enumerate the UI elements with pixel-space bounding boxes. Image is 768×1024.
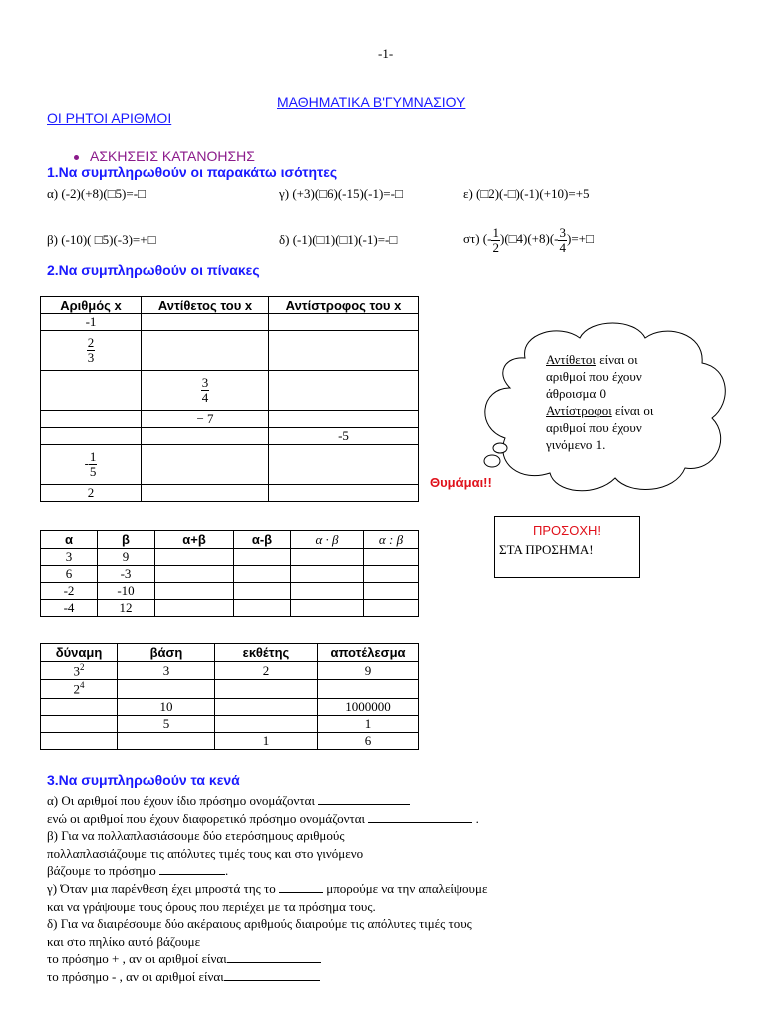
table-cell[interactable] xyxy=(269,485,419,502)
table-cell[interactable] xyxy=(41,411,142,428)
attention-text: ΣΤΑ ΠΡΟΣΗΜΑ! xyxy=(499,542,594,557)
table-cell: 10 xyxy=(118,698,215,715)
table-row xyxy=(41,428,419,445)
table-cell: -4 xyxy=(41,600,98,617)
table-row xyxy=(41,314,419,331)
answer-blank[interactable] xyxy=(318,804,410,805)
fraction: $\frac{3}{4}$ xyxy=(559,224,566,255)
attention-title: ΠΡΟΣΟΧΗ! xyxy=(533,523,601,538)
table-header: βάση xyxy=(118,644,215,662)
bullet-dot-icon xyxy=(74,155,79,160)
table-cell[interactable] xyxy=(291,583,364,600)
section2-title: 2.Να συμπληρωθούν οι πίνακες xyxy=(47,262,260,278)
table-cell: -5 xyxy=(269,428,419,445)
table-cell[interactable] xyxy=(118,732,215,749)
table-row xyxy=(41,445,419,485)
section1-title: 1.Να συμπληρωθούν οι παρακάτω ισότητες xyxy=(47,164,338,180)
table-cell[interactable] xyxy=(142,331,269,371)
bullet-item xyxy=(74,148,255,164)
table-cell[interactable] xyxy=(118,680,215,698)
table-cell: -2 xyxy=(41,583,98,600)
table-cell: -1 xyxy=(41,314,142,331)
table-cell[interactable] xyxy=(142,428,269,445)
table-cell[interactable] xyxy=(318,680,419,698)
table-row xyxy=(41,583,419,600)
table-cell[interactable] xyxy=(142,485,269,502)
table-row xyxy=(41,698,419,715)
table-header: α · β xyxy=(291,531,364,549)
table-cell: 3 xyxy=(41,549,98,566)
table-cell[interactable] xyxy=(41,732,118,749)
table-cell[interactable] xyxy=(269,331,419,371)
answer-blank[interactable] xyxy=(224,980,320,981)
table-header: α : β xyxy=(364,531,419,549)
table-header: Αντίθετος του x xyxy=(142,297,269,314)
equation-g: γ) (+3)(□6)(-15)(-1)=-□ xyxy=(279,186,403,201)
table-cell: 9 xyxy=(98,549,155,566)
table-cell[interactable] xyxy=(269,445,419,485)
table-header: α+β xyxy=(155,531,234,549)
equation-st: στ) (- $\frac{1}{2}$ )(□4)(+8)(- $\frac{3}{4}$ )=+□ xyxy=(463,224,594,255)
table-cell[interactable] xyxy=(41,371,142,411)
table-row xyxy=(41,600,419,617)
table-cell: $2^4$ xyxy=(41,680,118,698)
table-cell: 1 xyxy=(215,732,318,749)
table-row xyxy=(41,331,419,371)
answer-blank[interactable] xyxy=(279,892,323,893)
table-cell[interactable] xyxy=(364,566,419,583)
attention-box xyxy=(494,516,640,578)
table-cell[interactable] xyxy=(234,583,291,600)
table-cell[interactable] xyxy=(155,600,234,617)
table-cell[interactable] xyxy=(155,583,234,600)
fraction: $\frac{2}{3}$ xyxy=(87,335,95,365)
table-cell: 5 xyxy=(118,715,215,732)
equation-d: δ) (-1)(□1)(□1)(-1)=-□ xyxy=(279,232,398,247)
table-cell[interactable] xyxy=(234,566,291,583)
table-header: α xyxy=(41,531,98,549)
operations-table xyxy=(40,530,419,617)
table-cell[interactable] xyxy=(215,680,318,698)
table-cell[interactable] xyxy=(234,600,291,617)
fraction: $\frac{3}{4}$ xyxy=(201,375,209,405)
table-cell: -3 xyxy=(98,566,155,583)
table-cell[interactable] xyxy=(41,428,142,445)
table-cell: -10 xyxy=(98,583,155,600)
table-cell[interactable] xyxy=(269,371,419,411)
table-header: α-β xyxy=(234,531,291,549)
bullet-label: ΑΣΚΗΣΕΙΣ ΚΑΤΑΝΟΗΣΗΣ xyxy=(90,148,255,164)
answer-blank[interactable] xyxy=(227,962,321,963)
table-cell: 9 xyxy=(318,662,419,680)
table-row xyxy=(41,549,419,566)
table-cell: 2 xyxy=(215,662,318,680)
table-row xyxy=(41,732,419,749)
table-cell: - $\frac{1}{5}$ xyxy=(41,445,142,485)
table-cell: $3^2$ xyxy=(41,662,118,680)
fraction: $\frac{1}{2}$ xyxy=(492,224,499,255)
table-cell[interactable] xyxy=(142,445,269,485)
fraction: $\frac{1}{5}$ xyxy=(89,449,97,479)
table-cell[interactable] xyxy=(41,698,118,715)
table-header: εκθέτης xyxy=(215,644,318,662)
table-cell[interactable] xyxy=(364,600,419,617)
table-cell[interactable] xyxy=(41,715,118,732)
table-cell: 1000000 xyxy=(318,698,419,715)
table-cell[interactable] xyxy=(155,566,234,583)
table-header: β xyxy=(98,531,155,549)
answer-blank[interactable] xyxy=(159,874,225,875)
table-cell: 12 xyxy=(98,600,155,617)
remember-label: Θυμάμαι!! xyxy=(430,475,492,490)
table-cell[interactable] xyxy=(215,715,318,732)
table-cell[interactable] xyxy=(269,411,419,428)
table-cell: 3 xyxy=(118,662,215,680)
table-cell[interactable] xyxy=(215,698,318,715)
table-header: αποτέλεσμα xyxy=(318,644,419,662)
table-cell: 1 xyxy=(318,715,419,732)
table-cell[interactable] xyxy=(364,549,419,566)
table-cell xyxy=(142,371,269,411)
table-cell[interactable] xyxy=(291,566,364,583)
table-cell: − 7 xyxy=(142,411,269,428)
equation-b: β) (-10)( □5)(-3)=+□ xyxy=(47,232,156,247)
table-row xyxy=(41,662,419,680)
table-cell[interactable] xyxy=(269,314,419,331)
page-number: -1- xyxy=(378,46,394,61)
table-cell: 2 xyxy=(41,485,142,502)
table-cell[interactable] xyxy=(291,549,364,566)
table-cell[interactable] xyxy=(155,549,234,566)
table-row xyxy=(41,411,419,428)
answer-blank[interactable] xyxy=(368,822,472,823)
table-cell[interactable] xyxy=(234,549,291,566)
table-row xyxy=(41,485,419,502)
opposite-reciprocal-table xyxy=(40,296,419,502)
table-cell[interactable] xyxy=(142,314,269,331)
equation-a: α) (-2)(+8)(□5)=-□ xyxy=(47,186,146,201)
powers-table xyxy=(40,643,419,750)
section3-title: 3.Να συμπληρωθούν τα κενά xyxy=(47,772,240,788)
table-header: Αριθμός x xyxy=(41,297,142,314)
table-cell: 6 xyxy=(41,566,98,583)
table-row xyxy=(41,715,419,732)
table-header: Αντίστροφος του x xyxy=(269,297,419,314)
table-row xyxy=(41,680,419,698)
fill-blanks: α) Οι αριθμοί που έχουν ίδιο πρόσημο ονομάζονται ενώ οι αριθμοί που έχουν διαφορετικό πρόσημο ονομάζονται . β) Για να πολλαπλασιάσουμε δύο ετερόσημους αριθμούς πολλαπλασιάζουμε τις απόλυτες τιμές τους και στο γινόμενο βάζουμε το πρόσημο . γ) Όταν μια παρένθεση έχει μπροστά της το μπορούμε να την απαλείψουμε και να γράψουμε τους όρους που περιέχει με τα πρόσημα τους. δ) Για να διαιρέσουμε δύο ακέραιους αριθμούς διαιρούμε τις απόλυτες τιμές τους και στο πηλίκο αυτό βάζουμε το πρόσημο + , αν οι αριθμοί είναι το πρόσημο - , αν οι αριθμοί είναι xyxy=(47,793,488,984)
table-row xyxy=(41,566,419,583)
table-cell: 6 xyxy=(318,732,419,749)
table-header: δύναμη xyxy=(41,644,118,662)
equation-e: ε) (□2)(-□)(-1)(+10)=+5 xyxy=(463,186,590,201)
table-cell[interactable] xyxy=(291,600,364,617)
chapter-title: ΟΙ ΡΗΤΟΙ ΑΡΙΘΜΟΙ xyxy=(47,110,172,126)
table-cell xyxy=(41,331,142,371)
header-title: ΜΑΘΗΜΑΤΙΚΑ Β'ΓΥΜΝΑΣΙΟΥ xyxy=(277,94,466,110)
cloud-note: Αντίθετοι είναι οι αριθμοί που έχουν άθροισμα 0 Αντίστροφοι είναι οι αριθμοί που έχουν γινόμενο 1. xyxy=(546,352,654,452)
table-cell[interactable] xyxy=(364,583,419,600)
table-row xyxy=(41,371,419,411)
